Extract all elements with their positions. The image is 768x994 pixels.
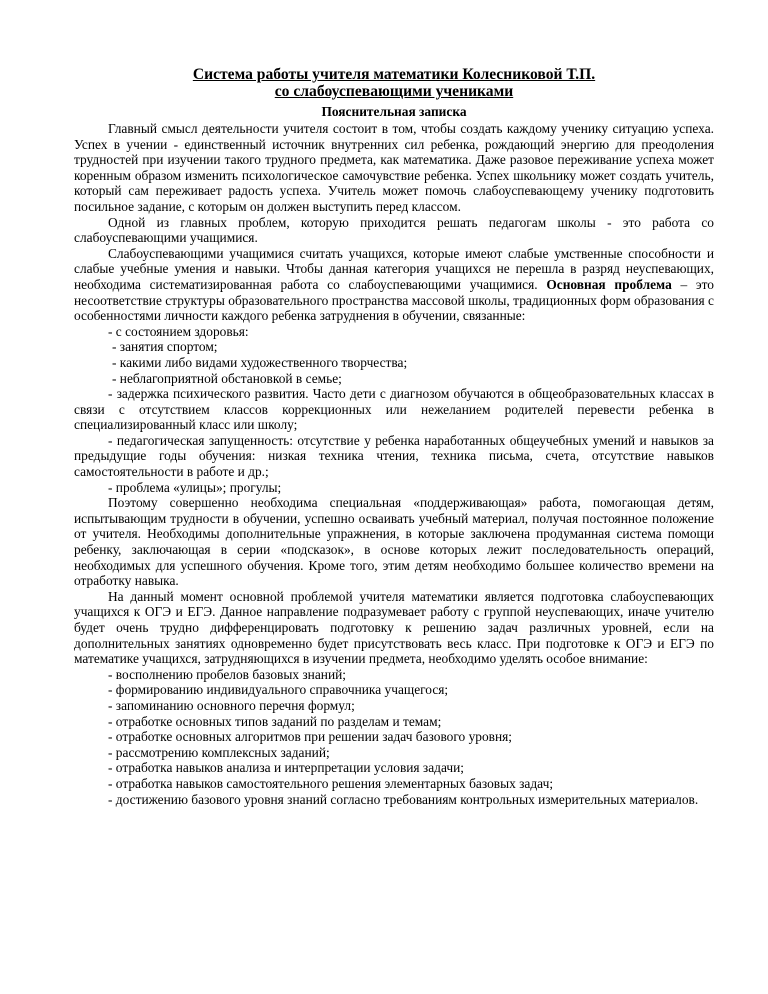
focus-item: - формированию индивидуального справочника учащегося; (108, 682, 449, 698)
paragraph-success: Главный смысл деятельности учителя состоит в том, чтобы создать каждому ученику ситуацию успеха. Успех в учении - единственный источник внутренних сил ребенка, рождающий энергию для преодоления трудностей при изучении такого трудного предмета, как математика. Даже разовое переживание успеха может коренным образом изменить психологическое самочувствие ребенка. Успех школьнику может создать учитель, который сам переживает радость успеха. Учитель может помочь слабоуспевающему ученику подготовить посильное задание, с которым он должен выступить перед классом. (74, 121, 714, 214)
paragraph-exam-prep: На данный момент основной проблемой учителя математики является подготовка слабоуспевающих учащихся к ОГЭ и ЕГЭ. Данное направление подразумевает работу с группой неуспевающих, иначе учителю будет очень трудно дифференцировать подготовку к решению задач различных уровней, если на дополнительных занятиях одновременно будет присутствовать весь класс. При подготовке к ОГЭ и ЕГЭ по математике учащихся, затрудняющихся в изучении предмета, необходимо уделять особое внимание: (74, 588, 714, 667)
focus-item: - восполнению пробелов базовых знаний; (108, 666, 346, 682)
document-page (74, 66, 714, 807)
paragraph-main-problem: Одной из главных проблем, которую приходится решать педагогам школы - это работа со слабоуспевающими учащимися. (74, 214, 714, 246)
definition-text: Слабоуспевающими учащимися считать учащихся, которые имеют слабые умственные способности и слабые учебные умения и навыки. Чтобы данная категория учащихся не перешла в разряд неуспевающих, необходима систематизированная работа со слабоуспевающими учащимися. (74, 245, 714, 292)
paragraph-support: Поэтому совершенно необходима специальная «поддерживающая» работа, помогающая детям, испытывающим трудности в обучении, успешно осваивать учебный материал, получая постоянное положение от учителя. Необходимы дополнительные упражнения, в которые заключена продуманная система помощи ребенку, заключающая в серии «подсказок», в основе которых лежит последовательность операций, необходимых для успешного обучения. Кроме того, этим детям необходимо большее количество времени на отработку навыка. (74, 495, 714, 589)
focus-item: - отработке основных алгоритмов при решении задач базового уровня; (108, 729, 513, 745)
definition-text-end: – это несоответствие структуры образовательного пространства массовой школы, традиционных форм образования с особенностями личности каждого ребенка затруднения в обучении, связанные: (74, 276, 714, 324)
document-subtitle: Пояснительная записка (321, 104, 467, 119)
cause-item: - проблема «улицы»; прогулы; (108, 479, 282, 495)
cause-item: - педагогическая запущенность: отсутствие у ребенка наработанных общеучебных умений и навыков за предыдущие годы обучения: низкая техника чтения, техника письма, счета, отсутствие навыков самостоятельности в работе и др.; (74, 432, 714, 480)
document-title-line-2: со слабоуспевающими учениками (274, 83, 514, 100)
key-problem-label: Основная проблема (546, 276, 672, 292)
cause-item: - неблагоприятной обстановкой в семье; (112, 370, 342, 386)
cause-item: - задержка психического развития. Часто дети с диагнозом обучаются в общеобразовательных классах в связи с отсутствием классов коррекционных или нежеланием родителей перевести ребенка в специализированный класс или школу; (74, 386, 714, 433)
focus-item: - рассмотрению комплексных заданий; (108, 744, 330, 760)
paragraph-definition (74, 246, 714, 324)
cause-item: - с состоянием здоровья: (108, 323, 249, 339)
cause-item: - занятия спортом; (112, 339, 218, 355)
focus-item: - отработка навыков анализа и интерпретации условия задачи; (108, 760, 465, 776)
focus-item: - отработка навыков самостоятельного решения элементарных базовых задач; (108, 775, 554, 791)
focus-item: - достижению базового уровня знаний согласно требованиям контрольных измерительных материалов. (108, 791, 699, 807)
cause-item: - какими либо видами художественного творчества; (112, 354, 408, 370)
focus-item: - запоминанию основного перечня формул; (108, 697, 355, 713)
focus-item: - отработке основных типов заданий по разделам и темам; (108, 713, 442, 729)
document-title-line-1: Система работы учителя математики Колесниковой Т.П. (192, 66, 596, 83)
